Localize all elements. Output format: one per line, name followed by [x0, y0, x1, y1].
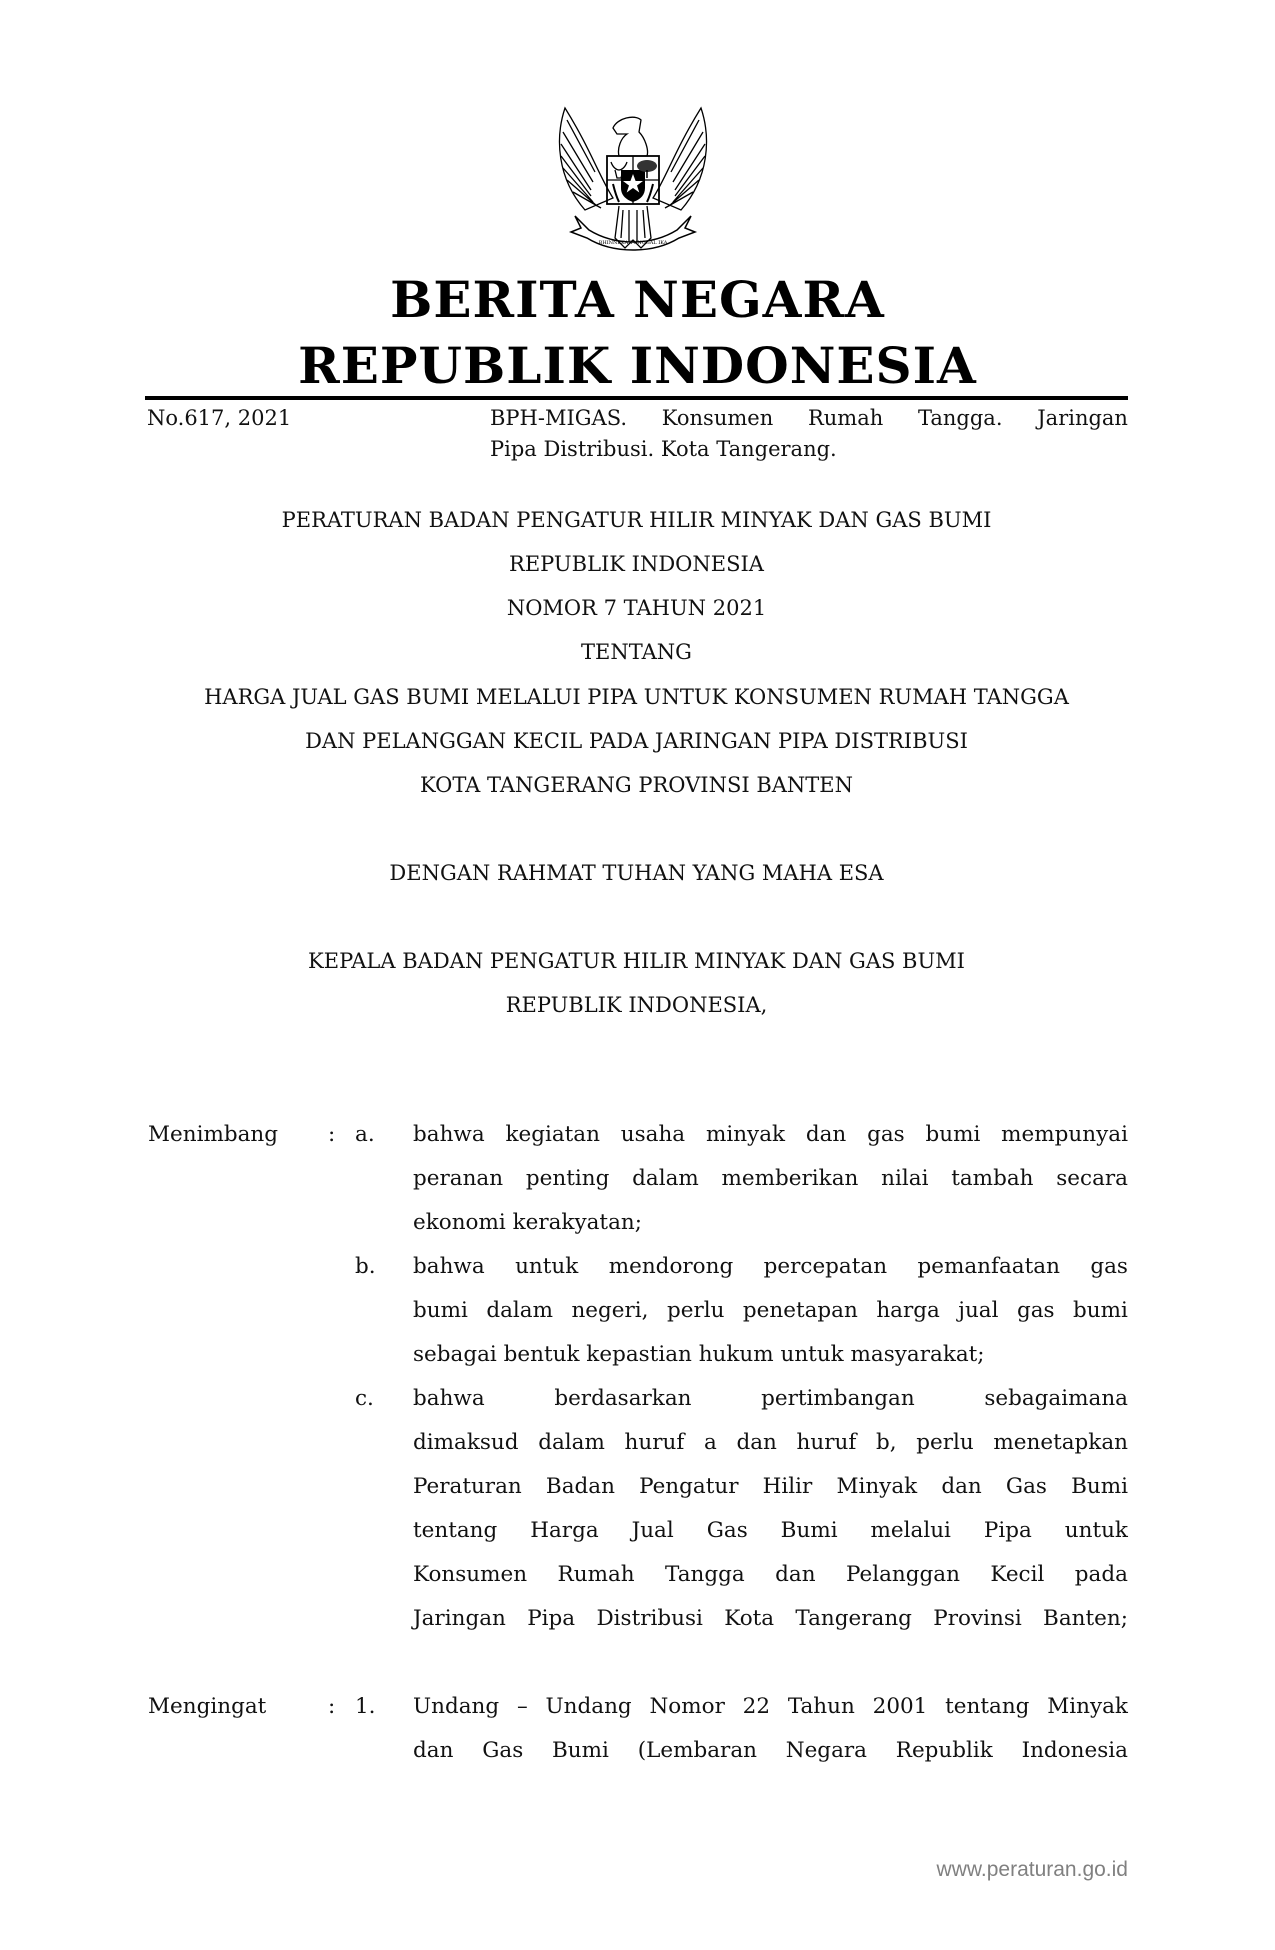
item-text-line: ekonomi kerakyatan;: [413, 1210, 642, 1235]
item-text-line: bahwa untuk mendorong percepatan pemanfaatan gas: [413, 1254, 1128, 1279]
consideration-line: [145, 1516, 1128, 1560]
consideration-item-c: [145, 1384, 1128, 1428]
gazette-subject-line-1: BPH-MIGAS. Konsumen Rumah Tangga. Jaringan: [490, 406, 1128, 430]
authority-line: REPUBLIK INDONESIA,: [505, 993, 768, 1017]
consideration-item-b: [145, 1252, 1128, 1296]
consideration-line: [145, 1164, 1128, 1208]
consideration-line: [145, 1296, 1128, 1340]
item-text-line: Undang – Undang Nomor 22 Tahun 2001 tentang Minyak: [413, 1694, 1128, 1719]
item-text-line: dimaksud dalam huruf a dan huruf b, perlu menetapkan: [413, 1430, 1128, 1455]
section-label: Menimbang: [148, 1122, 279, 1147]
item-text-line: dan Gas Bumi (Lembaran Negara Republik Indonesia: [413, 1738, 1128, 1763]
section-colon: :: [328, 1122, 336, 1147]
regulation-heading-line: PERATURAN BADAN PENGATUR HILIR MINYAK DAN GAS BUMI: [281, 508, 992, 532]
item-marker: a.: [355, 1122, 375, 1147]
item-text-line: Konsumen Rumah Tangga dan Pelanggan Kecil pada: [413, 1562, 1128, 1587]
section-colon: :: [328, 1694, 336, 1719]
garuda-pancasila-emblem-icon: [555, 98, 711, 260]
item-text-line: Peraturan Badan Pengatur Hilir Minyak dan Gas Bumi: [413, 1474, 1128, 1499]
consideration-line: [145, 1472, 1128, 1516]
regulation-heading-line: TENTANG: [581, 640, 692, 664]
legal-basis-line: [145, 1736, 1128, 1780]
regulation-subject-line: DAN PELANGGAN KECIL PADA JARINGAN PIPA DISTRIBUSI: [305, 729, 968, 753]
item-text-line: bahwa berdasarkan pertimbangan sebagaimana: [413, 1386, 1128, 1411]
consideration-item-a: [145, 1120, 1128, 1164]
item-text-line: bumi dalam negeri, perlu penetapan harga jual gas bumi: [413, 1298, 1128, 1323]
authority-line: KEPALA BADAN PENGATUR HILIR MINYAK DAN GAS BUMI: [308, 949, 965, 973]
regulation-heading-line: REPUBLIK INDONESIA: [509, 552, 764, 576]
section-label: Mengingat: [148, 1694, 267, 1719]
regulation-subject-line: KOTA TANGERANG PROVINSI BANTEN: [419, 773, 853, 797]
item-text-line: peranan penting dalam memberikan nilai tambah secara: [413, 1166, 1128, 1191]
gazette-number: No.617, 2021: [147, 406, 292, 430]
consideration-line: [145, 1604, 1128, 1648]
legal-basis-item-1: [145, 1692, 1128, 1736]
gazette-title-line-2: REPUBLIK INDONESIA: [298, 336, 977, 395]
item-text-line: sebagai bentuk kepastian hukum untuk masyarakat;: [413, 1342, 985, 1367]
item-marker: c.: [355, 1386, 374, 1411]
item-text-line: bahwa kegiatan usaha minyak dan gas bumi mempunyai: [413, 1122, 1128, 1147]
header-rule-divider: [145, 396, 1128, 400]
item-text-line: tentang Harga Jual Gas Bumi melalui Pipa untuk: [413, 1518, 1128, 1543]
regulation-number: NOMOR 7 TAHUN 2021: [506, 596, 767, 620]
svg-text:BHINNEKA TUNGGAL IKA: BHINNEKA TUNGGAL IKA: [598, 240, 668, 246]
gazette-subject-line-2: Pipa Distribusi. Kota Tangerang.: [490, 437, 837, 461]
invocation: DENGAN RAHMAT TUHAN YANG MAHA ESA: [389, 861, 884, 885]
consideration-line: [145, 1208, 1128, 1252]
gazette-title-line-1: BERITA NEGARA: [390, 270, 885, 329]
consideration-line: [145, 1560, 1128, 1604]
item-marker: b.: [355, 1254, 376, 1279]
item-text-line: Jaringan Pipa Distribusi Kota Tangerang Provinsi Banten;: [413, 1606, 1128, 1631]
consideration-line: [145, 1428, 1128, 1472]
item-marker: 1.: [355, 1694, 376, 1719]
footer-website-link[interactable]: www.peraturan.go.id: [936, 1858, 1128, 1881]
consideration-line: [145, 1340, 1128, 1384]
regulation-subject-line: HARGA JUAL GAS BUMI MELALUI PIPA UNTUK KONSUMEN RUMAH TANGGA: [204, 685, 1069, 709]
